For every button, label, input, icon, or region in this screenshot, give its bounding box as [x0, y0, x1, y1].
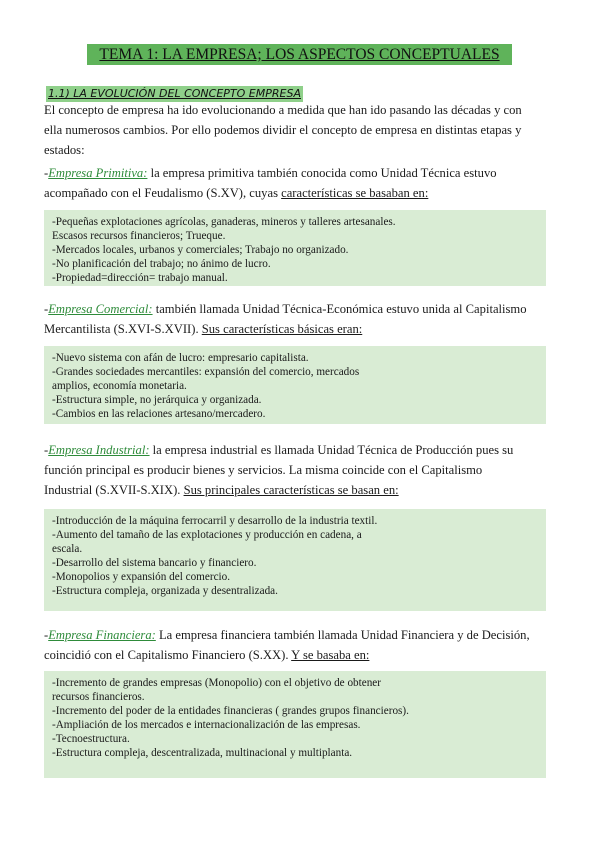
list-item: -Introducción de la máquina ferrocarril y desarrollo de la industria textil.	[52, 515, 378, 527]
stage-text: función principal es producir bienes y servicios. La misma coincide con el Capitalismo	[44, 463, 483, 477]
stage-underlined-text: Sus principales características se basan en:	[183, 483, 399, 497]
stage-text: Mercantilista (S.XVI-S.XVII).	[44, 322, 202, 336]
stage-financiera-paragraph	[44, 625, 559, 665]
list-item: recursos financieros.	[52, 691, 145, 703]
stage-text: también llamada Unidad Técnica-Económica estuvo unida al Capitalismo	[152, 302, 527, 316]
stage-underlined-text: Sus características básicas eran:	[201, 322, 363, 336]
stage-comercial-paragraph	[44, 299, 559, 339]
list-item: -Mercados locales, urbanos y comerciales; Trabajo no organizado.	[52, 244, 349, 256]
stage-text: la empresa industrial es llamada Unidad Técnica de Producción pues su	[149, 443, 514, 457]
stage-term: Empresa Primitiva:	[48, 166, 148, 180]
section-heading: 1.1) LA EVOLUCIÓN DEL CONCEPTO EMPRESA	[48, 87, 301, 100]
stage-financiera-box	[44, 671, 546, 778]
list-item: -Estructura compleja, organizada y desentralizada.	[52, 585, 278, 597]
stage-dash: -	[44, 628, 49, 642]
stage-dash: -	[44, 166, 49, 180]
list-item: -Tecnoestructura.	[52, 733, 130, 745]
list-item: -Desarrollo del sistema bancario y financiero.	[52, 557, 257, 569]
list-item: amplios, economía monetaria.	[52, 380, 187, 392]
stage-term: Empresa Industrial:	[48, 443, 150, 457]
list-item: -Incremento del poder de la entidades financieras ( grandes grupos financieros).	[52, 705, 409, 717]
stage-primitiva-paragraph	[44, 163, 559, 203]
stage-text: La empresa financiera también llamada Unidad Financiera y de Decisión,	[155, 628, 530, 642]
list-item: -Grandes sociedades mercantiles: expansión del comercio, mercados	[52, 366, 360, 378]
list-item: -Ampliación de los mercados e internacionalización de las empresas.	[52, 719, 361, 731]
stage-underlined-text: Y se basaba en:	[291, 648, 370, 662]
list-item: Escasos recursos financieros; Trueque.	[52, 230, 226, 242]
list-item: -Nuevo sistema con afán de lucro: empresario capitalista.	[52, 352, 309, 364]
stage-dash: -	[44, 302, 49, 316]
intro-line: El concepto de empresa ha ido evolucionando a medida que han ido pasando las décadas y con	[44, 103, 522, 117]
list-item: -Monopolios y expansión del comercio.	[52, 571, 231, 583]
stage-industrial-paragraph	[44, 440, 559, 500]
list-item: escala.	[52, 543, 83, 555]
list-item: -Aumento del tamaño de las explotaciones y producción en cadena, a	[52, 529, 362, 541]
stage-underlined-text: características se basaban en:	[281, 186, 429, 200]
stage-dash: -	[44, 443, 49, 457]
list-item: -No planificación del trabajo; no ánimo de lucro.	[52, 258, 271, 270]
intro-paragraph	[44, 100, 559, 160]
stage-industrial-box	[44, 509, 546, 611]
stage-term: Empresa Financiera:	[48, 628, 156, 642]
list-item: -Estructura simple, no jerárquica y organizada.	[52, 394, 262, 406]
list-item: -Cambios en las relaciones artesano/mercadero.	[52, 408, 266, 420]
stage-comercial-box	[44, 346, 546, 424]
stage-text: Industrial (S.XVII-S.XIX).	[44, 483, 184, 497]
stage-primitiva-box	[44, 210, 546, 286]
list-item: -Incremento de grandes empresas (Monopolio) con el objetivo de obtener	[52, 677, 381, 689]
stage-term: Empresa Comercial:	[48, 302, 153, 316]
intro-line: ella numerosos cambios. Por ello podemos dividir el concepto de empresa en distintas etapas y	[44, 123, 522, 137]
page-title: TEMA 1: LA EMPRESA; LOS ASPECTOS CONCEPTUALES	[87, 44, 512, 65]
list-item: -Pequeñas explotaciones agrícolas, ganaderas, mineros y talleres artesanales.	[52, 216, 396, 228]
list-item: -Estructura compleja, descentralizada, multinacional y multiplanta.	[52, 747, 353, 759]
list-item: -Propiedad=dirección= trabajo manual.	[52, 272, 228, 284]
stage-text: acompañado con el Feudalismo (S.XV), cuyas	[44, 186, 282, 200]
stage-text: coincidió con el Capitalismo Financiero (S.XX).	[44, 648, 292, 662]
stage-text: la empresa primitiva también conocida como Unidad Técnica estuvo	[147, 166, 497, 180]
intro-line: estados:	[44, 143, 85, 157]
